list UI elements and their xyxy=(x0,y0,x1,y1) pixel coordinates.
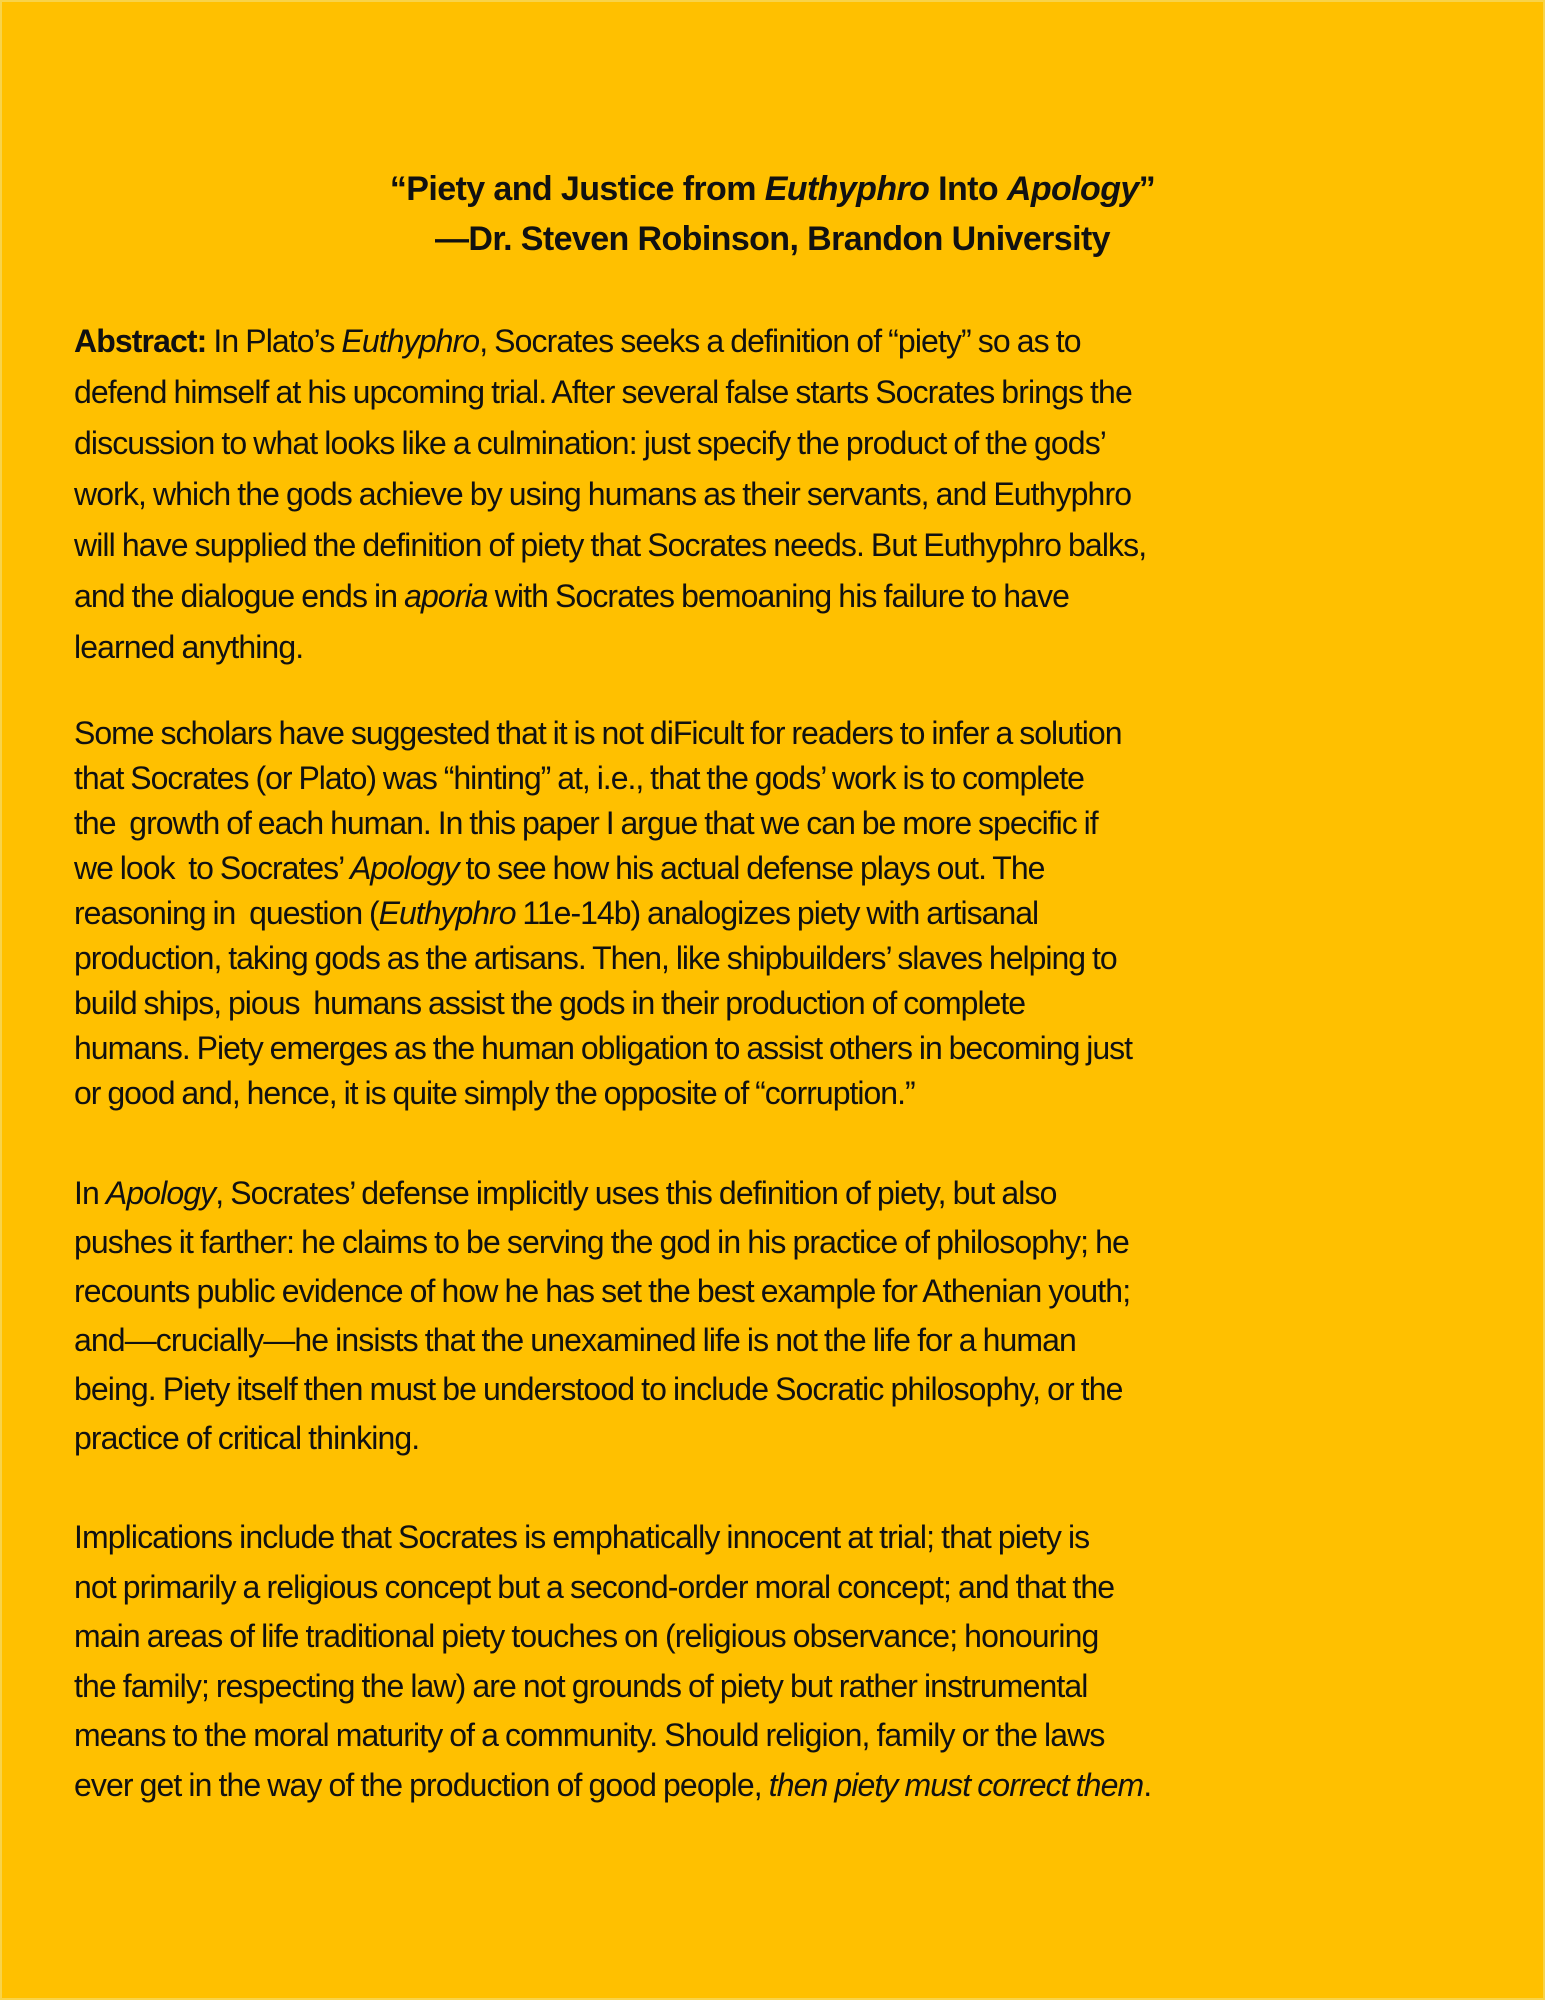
text-line: and—crucially—he insists that the unexamined life is not the life for a human xyxy=(74,1322,1076,1358)
text-line: not primarily a religious concept but a second-order moral concept; and that the xyxy=(74,1569,1115,1605)
text-line: In Apology, Socrates’ defense implicitly uses this definition of piety, but also xyxy=(74,1175,1057,1211)
text-line: and the dialogue ends in aporia with Socrates bemoaning his failure to have xyxy=(74,578,1070,614)
title-part-2: Into xyxy=(929,170,1007,208)
title-italic-apology: Apology xyxy=(1006,170,1139,208)
text-line: Some scholars have suggested that it is not diFicult for readers to infer a solution xyxy=(74,715,1122,751)
document-page xyxy=(2,2,1543,1998)
text-line: the growth of each human. In this paper I argue that we can be more specific if xyxy=(74,805,1098,841)
author-byline: —Dr. Steven Robinson, Brandon University xyxy=(434,220,1110,258)
text-line: defend himself at his upcoming trial. After several false starts Socrates brings the xyxy=(74,374,1132,410)
text-line: that Socrates (or Plato) was “hinting” at, i.e., that the gods’ work is to complete xyxy=(74,760,1084,796)
text-line: humans. Piety emerges as the human obligation to assist others in becoming just xyxy=(74,1030,1133,1066)
text-line: or good and, hence, it is quite simply the opposite of “corruption.” xyxy=(74,1075,915,1111)
text-line: recounts public evidence of how he has set the best example for Athenian youth; xyxy=(74,1273,1131,1309)
text-line: production, taking gods as the artisans. Then, like shipbuilders’ slaves helping to xyxy=(74,940,1117,976)
text-line: will have supplied the definition of piety that Socrates needs. But Euthyphro balks, xyxy=(74,527,1147,563)
text-line: practice of critical thinking. xyxy=(74,1420,420,1456)
text-line: discussion to what looks like a culmination: just specify the product of the gods’ xyxy=(74,425,1107,461)
abstract-label: Abstract: xyxy=(74,323,207,359)
text-line: reasoning in question (Euthyphro 11e-14b) analogizes piety with artisanal xyxy=(74,895,1039,931)
text-line: Implications include that Socrates is emphatically innocent at trial; that piety is xyxy=(74,1519,1090,1555)
text-line: means to the moral maturity of a community. Should religion, family or the laws xyxy=(74,1717,1105,1753)
text-line: ever get in the way of the production of good people, then piety must correct them. xyxy=(74,1767,1152,1803)
text-line: pushes it farther: he claims to be serving the god in his practice of philosophy; he xyxy=(74,1224,1129,1260)
text-line: being. Piety itself then must be understood to include Socratic philosophy, or the xyxy=(74,1371,1123,1407)
title-close-quote: ” xyxy=(1138,170,1156,208)
text-line: build ships, pious humans assist the gods in their production of complete xyxy=(74,985,1026,1021)
emphasis-conclusion: then piety must correct them xyxy=(768,1767,1144,1803)
title-part-1: Piety and Justice from xyxy=(406,170,765,208)
text-line: we look to Socrates’ Apology to see how his actual defense plays out. The xyxy=(74,850,1045,886)
title-open-quote: “ xyxy=(389,170,407,208)
text-line: learned anything. xyxy=(74,629,304,665)
text-line: Abstract: In Plato’s Euthyphro, Socrates seeks a definition of “piety” so as to xyxy=(74,323,1081,359)
text-line: the family; respecting the law) are not grounds of piety but rather instrumental xyxy=(74,1668,1088,1704)
paper-title xyxy=(2,172,1543,206)
text-line: main areas of life traditional piety touches on (religious observance; honouring xyxy=(74,1618,1099,1654)
text-line: work, which the gods achieve by using humans as their servants, and Euthyphro xyxy=(74,476,1132,512)
title-italic-euthyphro: Euthyphro xyxy=(764,170,930,208)
